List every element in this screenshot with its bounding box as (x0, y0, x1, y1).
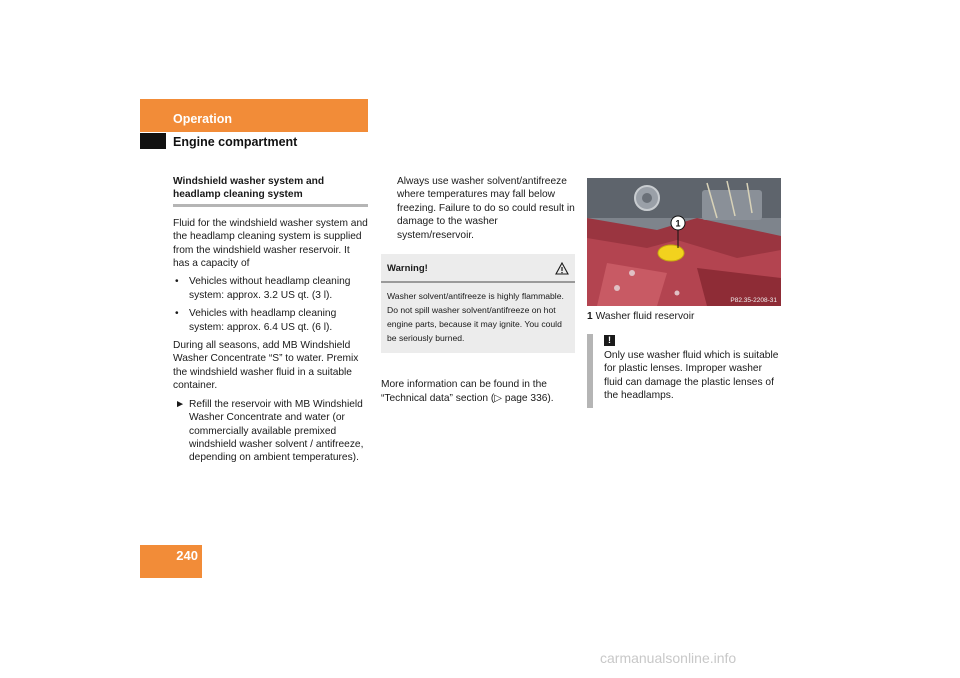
seasons-paragraph: During all seasons, add MB Windshield Washer Concentrate “S” to water. Premix the windshield washer fluid in a suitable container. (173, 340, 359, 392)
engine-compartment-photo (587, 178, 781, 306)
caution-note (587, 334, 781, 403)
column-middle (381, 175, 575, 405)
warning-rule (381, 281, 575, 283)
step-text: Refill the reservoir with MB Windshield Washer Concentrate and water (or commercially available premixed windshield washer solvent / antifreeze, depending on ambient temperatures). (189, 398, 364, 464)
header-marker (140, 133, 166, 149)
heading-rule (173, 204, 368, 207)
topic-heading: Windshield washer system and headlamp cleaning system (173, 176, 325, 201)
bullet-icon: • (175, 276, 179, 288)
warning-body: Washer solvent/antifreeze is highly flammable. Do not spill washer solvent/antifreeze on hot engine parts, because it may ignite. You could be seriously burned. (387, 291, 564, 344)
subsection-title: Engine compartment (173, 135, 298, 149)
list-item-text: Vehicles with headlamp cleaning system: approx. 6.4 US qt. (6 l). (189, 308, 337, 333)
caption-text: Washer fluid reservoir (595, 311, 695, 322)
page-number: 240 (176, 548, 198, 563)
bullet-icon: • (175, 308, 179, 320)
list-item (173, 307, 368, 334)
photo-code: P82.35-2208-31 (730, 297, 777, 304)
warning-triangle-icon (555, 262, 569, 275)
note-side-bar (587, 334, 593, 408)
column-left (173, 175, 368, 470)
photo-caption (587, 311, 694, 322)
list-item (173, 275, 368, 302)
list-item-text: Vehicles without headlamp cleaning system: approx. 3.2 US qt. (3 l). (189, 276, 351, 301)
intro-paragraph: Fluid for the windshield washer system and the headlamp cleaning system is supplied from the windshield washer reservoir. It has a capacity of (173, 217, 368, 270)
note-text: Only use washer fluid which is suitable for plastic lenses. Improper washer fluid can damage the plastic lenses of the headlamps. (604, 350, 779, 402)
instruction-step (173, 398, 368, 465)
continued-paragraph: Always use washer solvent/antifreeze where temperatures may fall below freezing. Failure to do so could result in damage to the washer system/reservoir. (397, 176, 575, 241)
caption-number: 1 (587, 311, 593, 322)
section-title: Operation (173, 112, 233, 126)
step-arrow-icon: ► (175, 398, 186, 410)
watermark: carmanualsonline.info (600, 650, 737, 666)
caution-icon: ! (604, 335, 615, 346)
warning-title: Warning! (387, 263, 428, 275)
warning-box (381, 254, 575, 353)
more-info-paragraph: More information can be found in the “Technical data” section (▷ page 336). (381, 379, 554, 404)
photo-callout: 1 (675, 218, 681, 229)
